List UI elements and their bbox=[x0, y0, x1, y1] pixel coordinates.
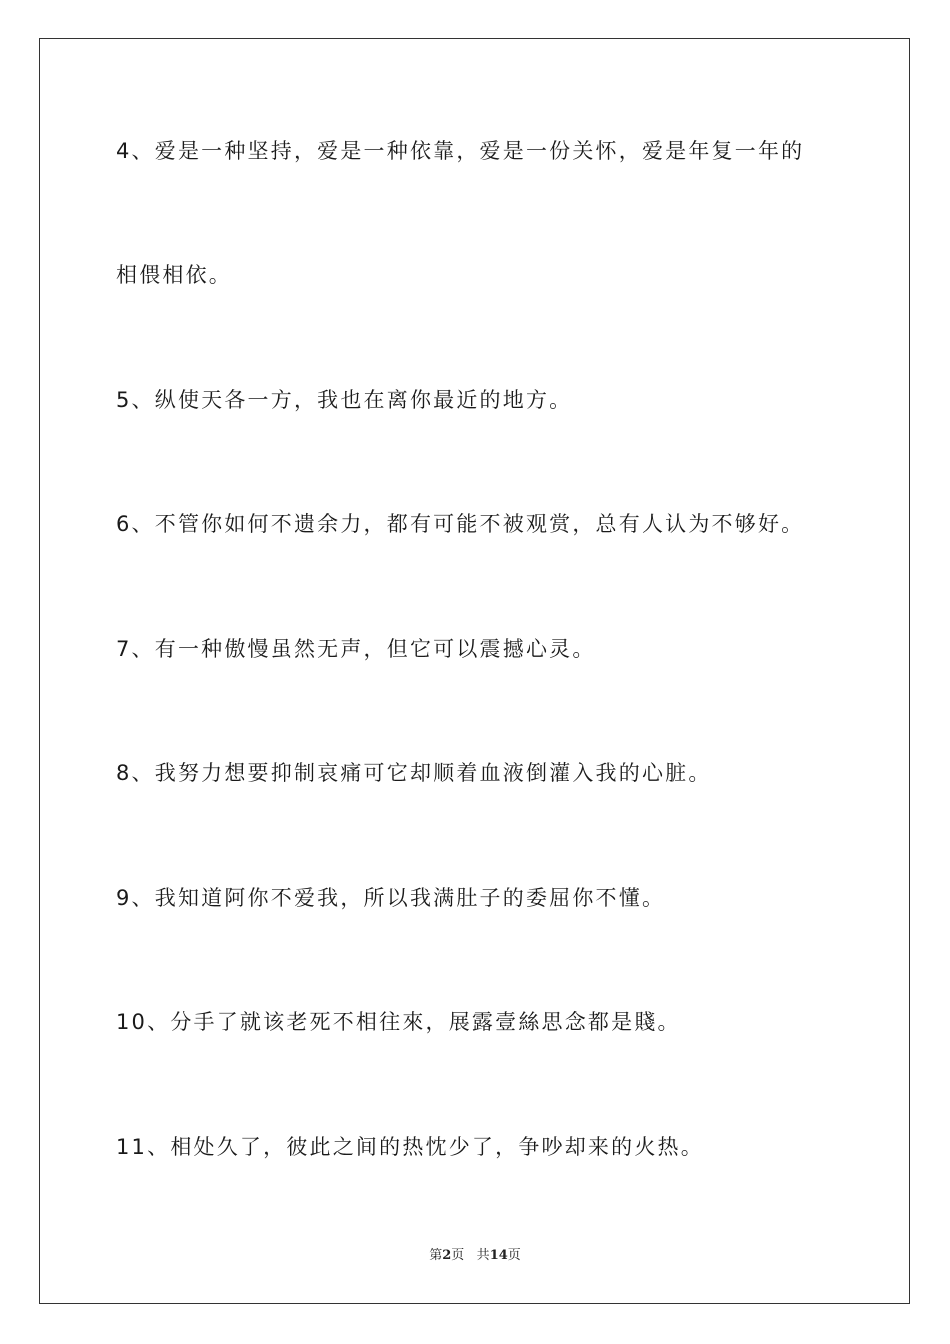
text-line-7: 7、有一种傲慢虽然无声，但它可以震撼心灵。 bbox=[116, 637, 596, 661]
footer-total-number: 14 bbox=[489, 1248, 508, 1263]
page-footer bbox=[0, 1247, 950, 1265]
text-line-5: 5、纵使天各一方，我也在离你最近的地方。 bbox=[116, 388, 573, 412]
footer-total-prefix: 共 bbox=[476, 1248, 490, 1263]
footer-total-suffix: 页 bbox=[507, 1248, 521, 1263]
text-line-11: 11、相处久了，彼此之间的热忱少了，争吵却来的火热。 bbox=[116, 1135, 704, 1159]
text-line-4-cont: 相偎相依。 bbox=[116, 263, 232, 287]
text-line-6: 6、不管你如何不遗余力，都有可能不被观赏，总有人认为不够好。 bbox=[116, 512, 805, 536]
text-line-8: 8、我努力想要抑制哀痛可它却顺着血液倒灌入我的心脏。 bbox=[116, 761, 712, 785]
footer-page-prefix: 第 bbox=[429, 1248, 443, 1263]
footer-page-number: 2 bbox=[442, 1248, 452, 1263]
page-border bbox=[39, 38, 910, 1304]
text-line-9: 9、我知道阿你不爱我，所以我满肚子的委屈你不懂。 bbox=[116, 886, 666, 910]
text-line-10: 10、分手了就该老死不相往來，展露壹絲思念都是賤。 bbox=[116, 1010, 681, 1034]
footer-page-suffix: 页 bbox=[451, 1248, 465, 1263]
text-line-4: 4、爱是一种坚持，爱是一种依靠，爱是一份关怀，爱是年复一年的 bbox=[116, 139, 805, 163]
